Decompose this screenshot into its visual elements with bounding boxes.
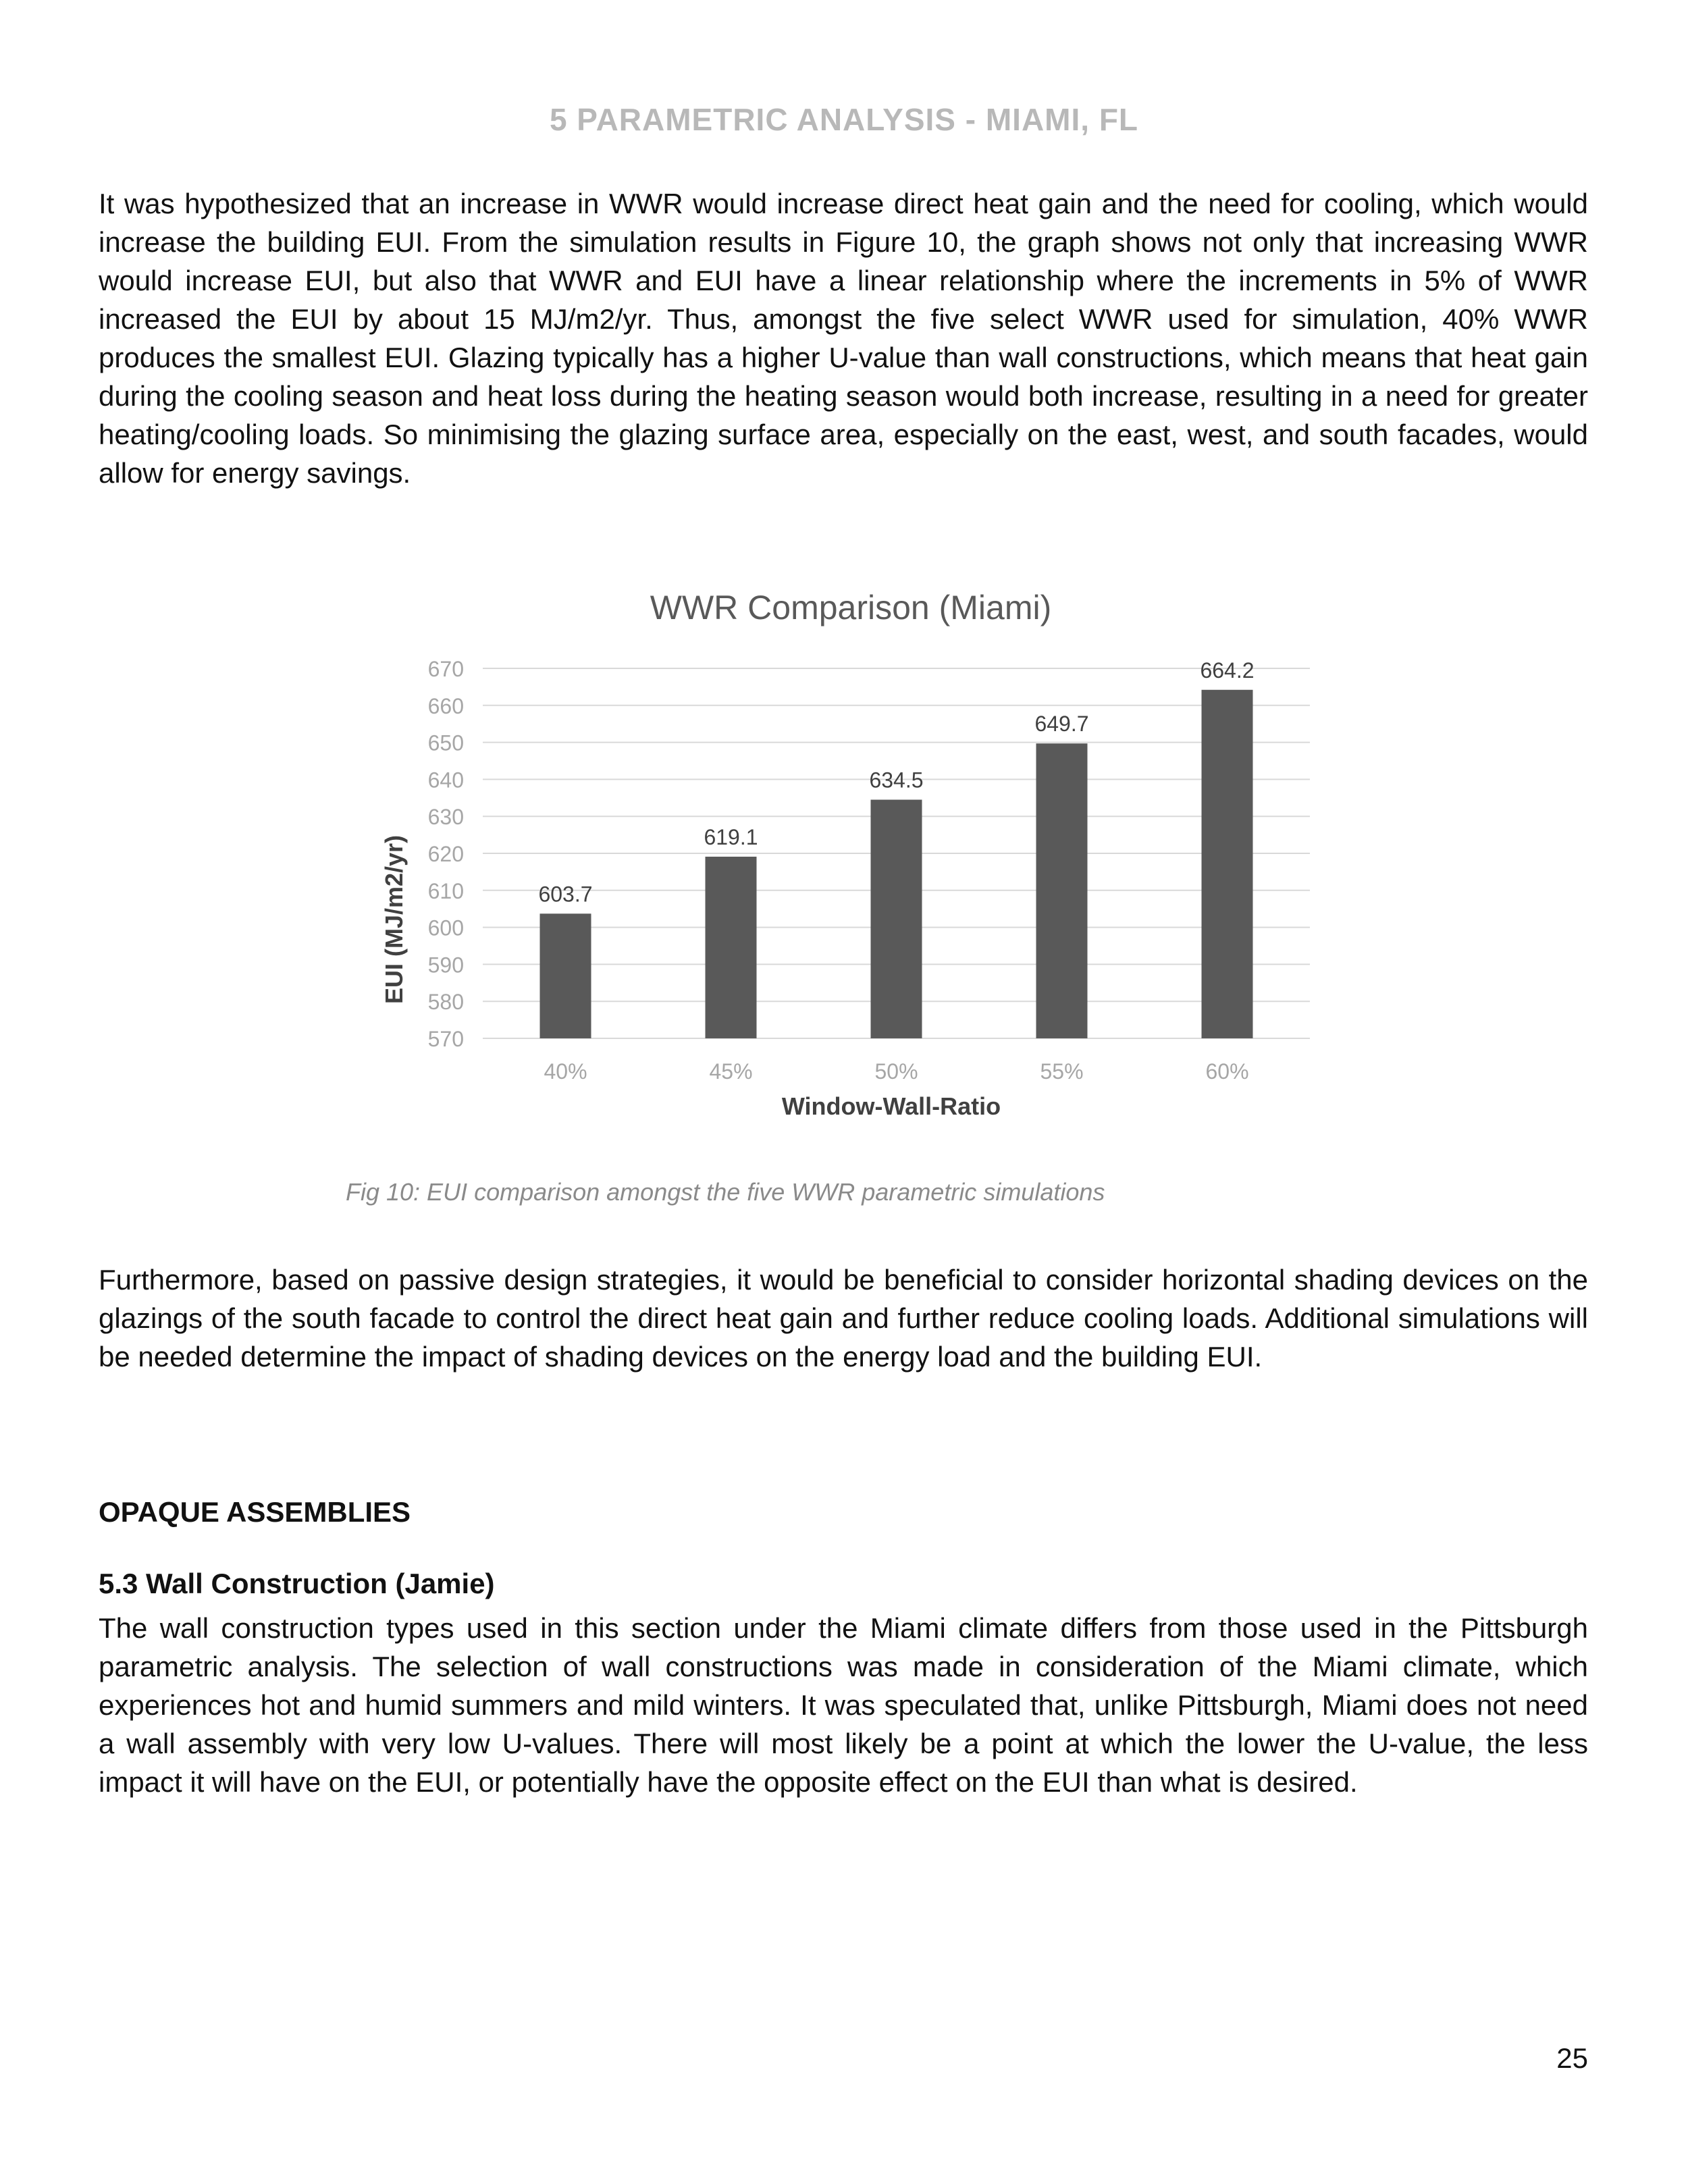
chart-data-label: 634.5 bbox=[869, 768, 924, 793]
chart-x-tick-label: 50% bbox=[874, 1059, 918, 1084]
chart-y-tick-label: 590 bbox=[427, 953, 464, 978]
chart-data-label: 664.2 bbox=[1200, 658, 1255, 683]
chart-y-tick-label: 640 bbox=[427, 768, 464, 793]
chart-y-tick-label: 570 bbox=[427, 1027, 464, 1051]
chart-data-label: 649.7 bbox=[1034, 712, 1089, 737]
chart-y-tick-label: 630 bbox=[427, 805, 464, 830]
page-header: 5 PARAMETRIC ANALYSIS - MIAMI, FL bbox=[549, 102, 1139, 137]
chart-y-tick-label: 610 bbox=[427, 878, 464, 903]
chart-x-axis-label: Window-Wall-Ratio bbox=[781, 1092, 1001, 1120]
chart-y-tick-label: 670 bbox=[427, 657, 464, 681]
chart-y-tick-label: 600 bbox=[427, 915, 464, 940]
paragraph-shading-devices: Furthermore, based on passive design strategies, it would be beneficial to consider horizontal shading devices on the glazings of the south facade to control the direct heat gain and further reduce cooling loads. Additional simulations will be needed determine the impact of shading devices on the energy load and the building EUI. bbox=[99, 1264, 1588, 1373]
chart-y-tick-label: 650 bbox=[427, 730, 464, 755]
page-number: 25 bbox=[1556, 2042, 1588, 2074]
chart-bar bbox=[706, 857, 757, 1038]
chart-title: WWR Comparison (Miami) bbox=[650, 589, 1052, 627]
chart-data-label: 603.7 bbox=[538, 882, 593, 907]
chart-bar bbox=[1036, 743, 1088, 1038]
chart-y-tick-label: 620 bbox=[427, 842, 464, 866]
section-heading-opaque-assemblies: OPAQUE ASSEMBLIES bbox=[99, 1496, 411, 1528]
chart-y-tick-label: 580 bbox=[427, 990, 464, 1015]
paragraph-wwr-hypothesis: It was hypothesized that an increase in WWR would increase direct heat gain and the need for cooling, which would increase the building EUI. From the simulation results in Figure 10, the graph shows not only that increasing WWR would increase EUI, but also that WWR and EUI have a linear relationship where the increments in 5% of WWR increased the EUI by about 15 MJ/m2/yr. Thus, amongst the five select WWR used for simulation, 40% WWR produces the smallest EUI. Glazing typically has a higher U-value than wall constructions, which means that heat gain during the cooling season and heat loss during the heating season would both increase, resulting in a need for greater heating/cooling loads. So minimising the glazing surface area, especially on the east, west, and south facades, would allow for energy savings. bbox=[99, 188, 1588, 489]
chart-y-axis-label: EUI (MJ/m2/yr) bbox=[380, 834, 408, 1005]
chart-x-tick-label: 40% bbox=[544, 1059, 587, 1084]
figure-caption: Fig 10: EUI comparison amongst the five WWR parametric simulations bbox=[346, 1178, 1105, 1206]
chart-bar bbox=[871, 800, 922, 1038]
chart-data-label: 619.1 bbox=[704, 824, 758, 849]
chart-svg bbox=[365, 581, 1337, 1141]
chart-x-tick-label: 60% bbox=[1205, 1059, 1249, 1084]
chart-x-tick-label: 45% bbox=[709, 1059, 753, 1084]
chart-y-tick-label: 660 bbox=[427, 693, 464, 718]
chart-bar bbox=[540, 913, 591, 1038]
wwr-comparison-chart bbox=[365, 581, 1337, 1141]
paragraph-wall-construction: The wall construction types used in this section under the Miami climate differs from those used in the Pittsburgh parametric analysis. The selection of wall constructions was made in consideration of the Miami climate, which experiences hot and humid summers and mild winters. It was speculated that, unlike Pittsburgh, Miami does not need a wall assembly with very low U-values. There will most likely be a point at which the lower the U-value, the less impact it will have on the EUI, or potentially have the opposite effect on the EUI than what is desired. bbox=[99, 1612, 1588, 1798]
subsection-heading-wall-construction: 5.3 Wall Construction (Jamie) bbox=[99, 1568, 495, 1599]
chart-x-tick-label: 55% bbox=[1040, 1059, 1084, 1084]
chart-bar bbox=[1202, 690, 1253, 1038]
